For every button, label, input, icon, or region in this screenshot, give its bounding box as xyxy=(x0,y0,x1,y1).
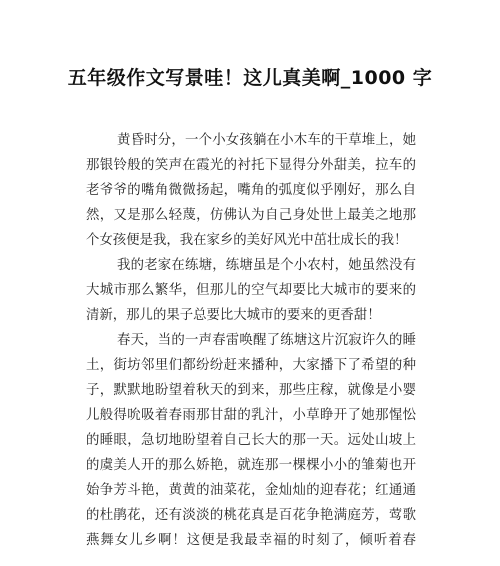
text-line: 春天，当的一声春雷唤醒了练塘这片沉寂许久的睡 xyxy=(117,333,416,348)
text-line: 始争芳斗艳，黄黄的油菜花，金灿灿的迎春花；红通通 xyxy=(86,483,416,498)
text-line: 大城市那么繁华，但那儿的空气却要比大城市的要来的 xyxy=(86,283,416,298)
text-line: 老爷爷的嘴角微微扬起，嘴角的弧度似乎刚好，那么自 xyxy=(86,183,416,198)
text-line: 子，默默地盼望着秋天的到来，那些庄稼，就像是小婴 xyxy=(86,383,416,398)
text-line: 的虞美人开的那么娇艳，就连那一棵棵小小的雏菊也开 xyxy=(86,458,416,473)
text-line: 燕舞女儿乡啊！这便是我最幸福的时刻了，倾听着春 xyxy=(86,533,416,548)
text-line: 黄昏时分，一个小女孩躺在小木车的干草堆上，她 xyxy=(117,133,416,148)
text-line: 个女孩便是我，我在家乡的美好风光中茁壮成长的我！ xyxy=(86,233,408,248)
text-line: 那银铃般的笑声在霞光的衬托下显得分外甜美，拉车的 xyxy=(86,158,416,173)
article-title: 五年级作文写景哇！这儿真美啊_1000 字 xyxy=(67,67,433,89)
text-line: 的杜鹃花，还有淡淡的桃花真是百花争艳满庭芳，莺歌 xyxy=(86,508,416,523)
text-line: 的睡眼，急切地盼望着自己长大的那一天。远处山坡上 xyxy=(86,433,416,448)
text-line: 然，又是那么轻蔑，仿佛认为自己身处世上最美之地那 xyxy=(86,208,416,223)
text-line: 清新，那儿的果子总要比大城市的要来的更香甜！ xyxy=(86,308,381,323)
text-line: 儿般得吮吸着春雨那甘甜的乳汁，小草睁开了她那惺忪 xyxy=(86,408,416,423)
text-line: 我的老家在练塘，练塘虽是个小农村，她虽然没有 xyxy=(117,258,416,273)
text-line: 土，街坊邻里们都纷纷赶来播种，大家播下了希望的种 xyxy=(86,358,416,373)
article-body xyxy=(86,128,416,553)
